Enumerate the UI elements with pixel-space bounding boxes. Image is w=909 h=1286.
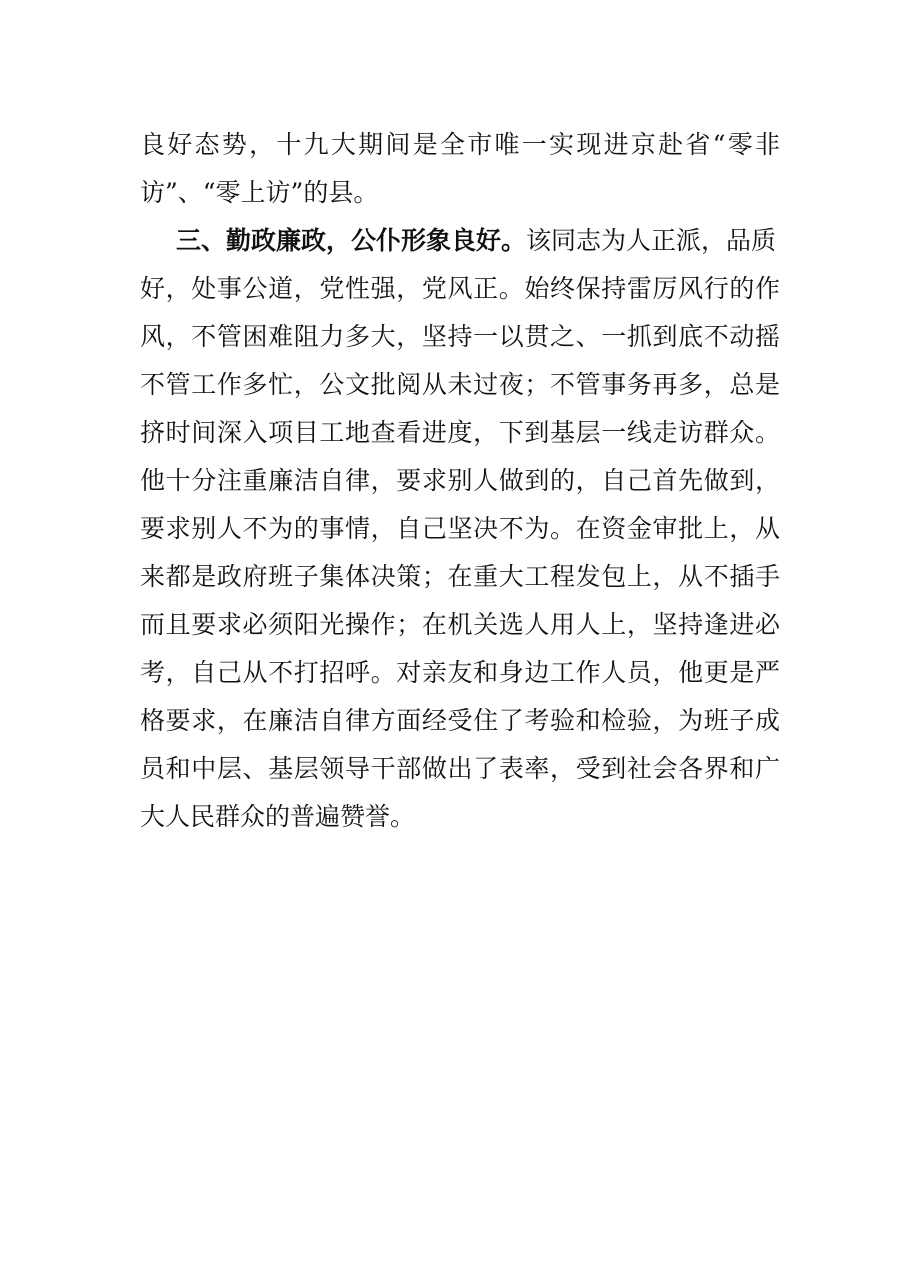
paragraph-2-line-9: 而且要求必须阳光操作；在机关选人用人上，坚持逢进必 [140,610,780,639]
paragraph-2-line-3: 风，不管困难阻力多大，坚持一以贯之、一抓到底不动摇 [140,322,780,351]
paragraph-2-line-5: 挤时间深入项目工地查看进度，下到基层一线走访群众。 [140,418,780,447]
paragraph-2-line-8: 来都是政府班子集体决策；在重大工程发包上，从不插手 [140,562,780,591]
paragraph-2-line-11: 格要求，在廉洁自律方面经受住了考验和检验，为班子成 [140,706,780,735]
paragraph-2-line-10: 考，自己从不打招呼。对亲友和身边工作人员，他更是严 [140,658,780,687]
paragraph-2-line-7: 要求别人不为的事情，自己坚决不为。在资金审批上，从 [140,514,780,543]
section-heading: 三、勤政廉政，公仆形象良好。 [176,226,527,255]
paragraph-2-line-13: 大人民群众的普遍赞誉。 [140,802,416,831]
paragraph-1-line-1: 良好态势，十九大期间是全市唯一实现进京赴省“零非 [140,130,780,159]
paragraph-2-line-1 [176,226,777,256]
paragraph-2-line-6: 他十分注重廉洁自律，要求别人做到的，自己首先做到， [140,466,780,495]
paragraph-1-line-2: 访”、“零上访”的县。 [140,178,379,207]
paragraph-2-line-12: 员和中层、基层领导干部做出了表率，受到社会各界和广 [140,754,780,783]
paragraph-2-line-4: 不管工作多忙，公文批阅从未过夜；不管事务再多，总是 [140,370,780,399]
paragraph-2-line-1-text: 该同志为人正派，品质 [526,226,777,255]
paragraph-2-line-2: 好，处事公道，党性强，党风正。始终保持雷厉风行的作 [140,274,780,303]
